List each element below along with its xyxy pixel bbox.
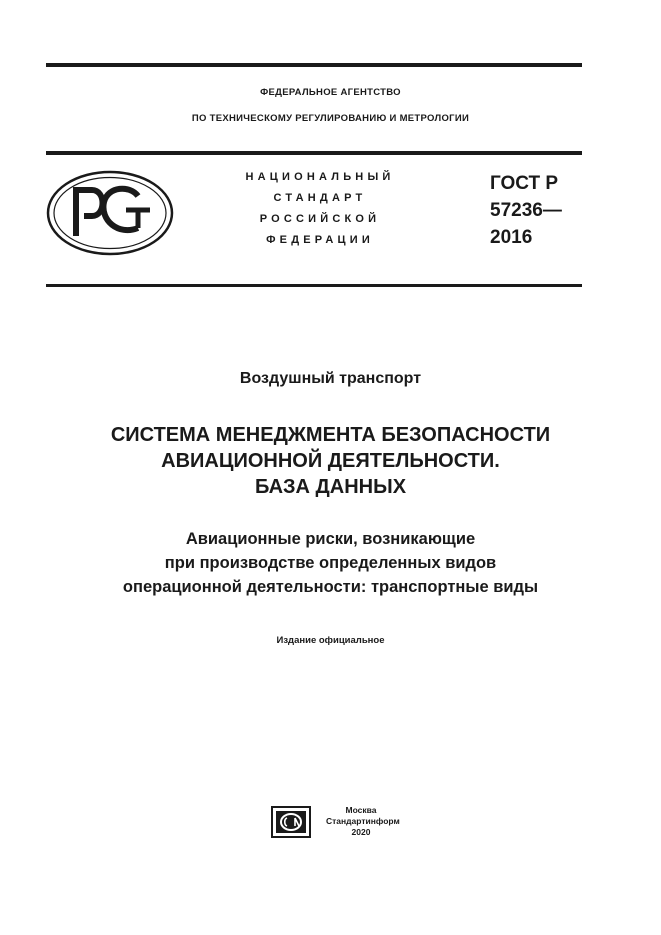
agency-line-1: ФЕДЕРАЛЬНОЕ АГЕНТСТВО — [260, 87, 401, 98]
main-title-line-3: БАЗА ДАННЫХ — [254, 476, 407, 498]
top-rule — [46, 63, 582, 67]
main-title-line-2: АВИАЦИОННОЙ ДЕЯТЕЛЬНОСТИ. — [161, 450, 500, 472]
gost-logo-icon — [46, 170, 174, 256]
publisher-year: 2020 — [351, 827, 371, 837]
publisher-info — [326, 805, 400, 838]
publisher-city: Москва — [345, 805, 377, 815]
national-line-3: РОССИЙСКОЙ — [259, 213, 381, 225]
publisher-logo-icon — [271, 806, 311, 838]
subtitle-line-1: Авиационные риски, возникающие — [185, 530, 476, 548]
national-line-1: НАЦИОНАЛЬНЫЙ — [245, 171, 395, 183]
national-line-2: СТАНДАРТ — [273, 192, 367, 204]
standard-bottom-rule — [46, 284, 582, 287]
gost-line-2: 57236— — [490, 200, 562, 221]
publisher-name: Стандартинформ — [326, 816, 400, 826]
national-line-4: ФЕДЕРАЦИИ — [266, 234, 374, 246]
main-title-line-1: СИСТЕМА МЕНЕДЖМЕНТА БЕЗОПАСНОСТИ — [110, 424, 551, 446]
subtitle-line-3: операционной деятельности: транспортные виды — [122, 578, 539, 596]
edition-label: Издание официальное — [276, 635, 385, 646]
gost-line-3: 2016 — [490, 227, 533, 248]
agency-line-2: ПО ТЕХНИЧЕСКОМУ РЕГУЛИРОВАНИЮ И МЕТРОЛОГИИ — [191, 113, 470, 124]
subtitle-line-2: при производстве определенных видов — [164, 554, 497, 572]
gost-designation — [490, 170, 562, 251]
national-standard-text — [222, 167, 418, 251]
subtitle — [0, 527, 661, 599]
standard-top-rule — [46, 151, 582, 155]
main-title — [0, 422, 661, 500]
subject-area: Воздушный транспорт — [239, 370, 422, 387]
gost-line-1: ГОСТ Р — [490, 173, 559, 194]
